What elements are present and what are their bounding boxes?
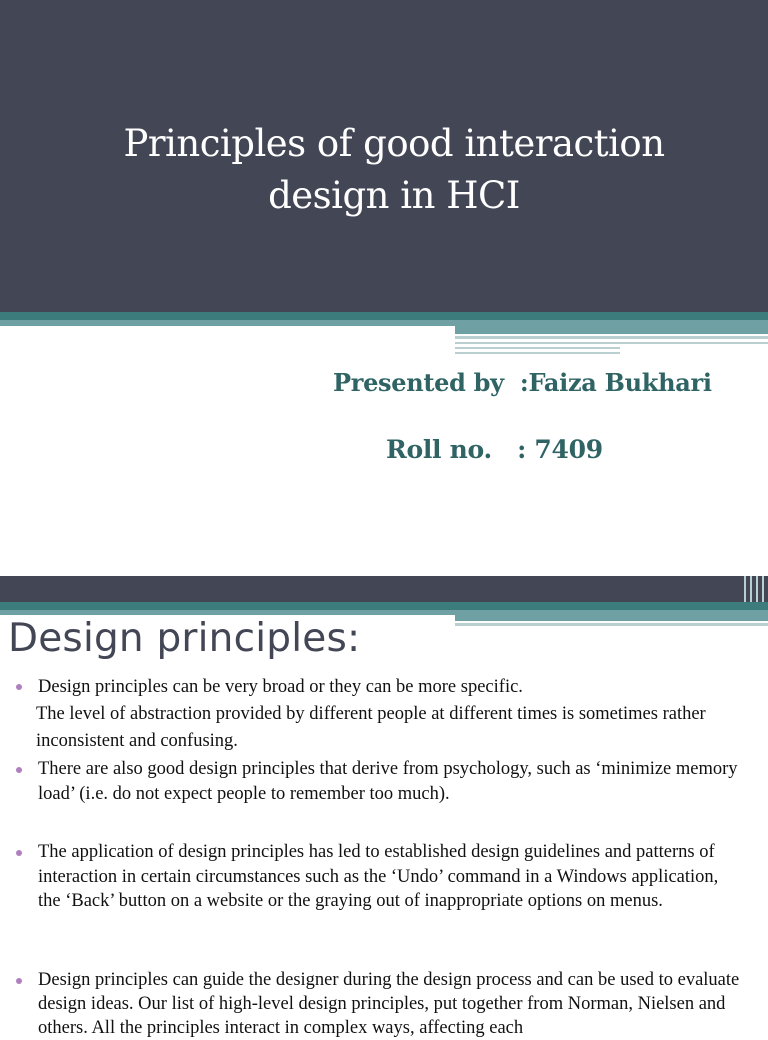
- bullet-text: The application of design principles has led to established design guidelines and patterns of interaction in certain circumstances such as the ‘Undo’ command in a Windows application, the ‘Back’ button on a website or the graying out of inappropriate options on menus.: [38, 842, 719, 911]
- decor-stripe: [455, 347, 620, 349]
- decor-stripe: [455, 326, 768, 334]
- decor-stripe: [455, 352, 620, 354]
- decor-stripe: [455, 342, 768, 344]
- bullet-icon: [16, 684, 22, 690]
- bullet-icon: [16, 767, 22, 773]
- presented-by: Presented by :Faiza Bukhari: [333, 368, 712, 397]
- slide-heading: Design principles:: [8, 616, 361, 661]
- bullet-text: There are also good design principles that derive from psychology, such as ‘minimize memory load’ (i.e. do not expect people to remember too much).: [38, 759, 738, 804]
- roll-number: Roll no. : 7409: [386, 435, 603, 464]
- slide-title: [60, 118, 728, 222]
- title-line-2: design in HCI: [268, 174, 520, 217]
- decor-stripe: [455, 615, 768, 621]
- list-item: [38, 840, 728, 914]
- decor-stripe: [455, 623, 768, 626]
- bullet-text: Design principles can guide the designer during the design process and can be used to evaluate design ideas. Our list of high-level design principles, put together from Norman, Nielsen and others. All the principles interact in complex ways, affecting each: [38, 970, 740, 1038]
- teal-band: [0, 602, 768, 610]
- content-slide-header: [0, 576, 768, 602]
- list-item: [38, 968, 758, 1040]
- teal-band: [0, 312, 768, 320]
- bullet-text: Design principles can be very broad or they can be more specific.: [38, 677, 523, 697]
- content-slide: [0, 576, 768, 1038]
- list-item: [36, 701, 736, 755]
- list-item: [38, 674, 768, 700]
- decor-stripe: [455, 336, 768, 339]
- bullet-icon: [16, 978, 22, 984]
- title-line-1: Principles of good interaction: [123, 122, 665, 165]
- bullet-text: The level of abstraction provided by different people at different times is sometimes rather inconsistent and confusing.: [36, 704, 706, 751]
- bullet-icon: [16, 850, 22, 856]
- list-item: [38, 757, 748, 807]
